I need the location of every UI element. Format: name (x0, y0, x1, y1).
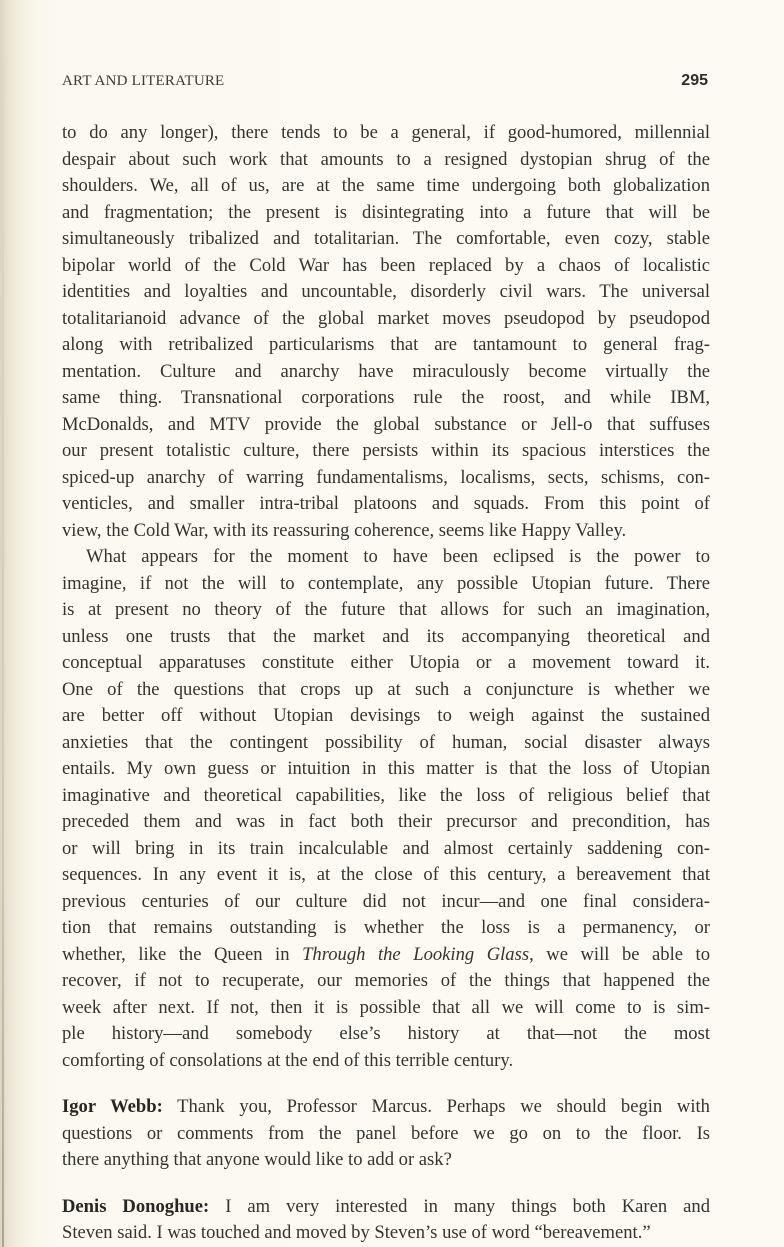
speaker-name: Denis Donoghue: (62, 1195, 210, 1217)
text-line: bipolar world of the Cold War has been replaced by a chaos of localistic (62, 254, 710, 276)
text-line: shoulders. We, all of us, are at the same time undergoing both globalization (62, 175, 710, 196)
text-line: McDonalds, and MTV provide the global substance or Jell-o that suffuses (62, 413, 710, 435)
text-line (62, 1194, 710, 1221)
speaker-name: Igor Webb: (62, 1096, 163, 1117)
running-title: ART AND LITERATURE (62, 73, 225, 89)
text-line: anxieties that the contingent possibility of human, social disaster always (62, 731, 710, 753)
text-line: totalitarianoid advance of the global market moves pseudopod by pseudopod (62, 307, 710, 329)
text-line: despair about such work that amounts to a resigned dystopian shrug of the (62, 148, 710, 170)
text-line: What appears for the moment to have been eclipsed is the power to (86, 546, 710, 567)
text-line: imagine, if not the will to contemplate, any possible Utopian future. There (62, 572, 710, 594)
text-line: mentation. Culture and anarchy have miraculously become virtually the (62, 360, 710, 382)
text-fragment: Thank you, Professor Marcus. Perhaps we should begin with (162, 1096, 710, 1117)
text-line: imaginative and theoretical capabilities, like the loss of religious belief that (62, 784, 710, 806)
text-line: simultaneously tribalized and totalitarian. The comfortable, even cozy, stable (62, 228, 710, 249)
text-line: spiced-up anarchy of warring fundamentalisms, localisms, sects, schisms, con- (62, 466, 710, 488)
text-line: is at present no theory of the future that allows for such an imagination, (62, 599, 710, 620)
text-line: our present totalistic culture, there persists within its spacious interstices the (62, 440, 710, 461)
text-line: or will bring in its train incalculable and almost certainly saddening con- (62, 837, 710, 859)
text-line: view, the Cold War, with its reassuring coherence, seems like Happy Valley. (62, 519, 627, 541)
text-line: conceptual apparatuses constitute either Utopia or a movement toward it. (62, 652, 710, 673)
text-line: sequences. In any event it is, at the close of this century, a bereavement that (62, 864, 710, 885)
text-line: week after next. If not, then it is possible that all we will come to is sim- (62, 996, 710, 1018)
text-line: there anything that anyone would like to add or ask? (62, 1149, 452, 1170)
text-line: and fragmentation; the present is disintegrating into a future that will be (62, 201, 710, 223)
text-line: One of the questions that crops up at such a conjuncture is whether we (62, 678, 710, 700)
text-line: Steven said. I was touched and moved by Steven’s use of word “bereavement.” (62, 1222, 651, 1243)
text-line: comforting of consolations at the end of this terrible century. (62, 1049, 514, 1071)
text-line: along with retribalized particularisms that are tantamount to general frag- (62, 334, 710, 355)
paragraph-1 (62, 120, 710, 544)
text-line: unless one trusts that the market and its accompanying theoretical and (62, 625, 710, 647)
text-line: to do any longer), there tends to be a general, if good-humored, millennial (62, 122, 710, 143)
text-line (62, 1094, 710, 1121)
page-number: 295 (681, 72, 708, 89)
text-fragment: I am very interested in many things both Karen and (209, 1195, 711, 1217)
text-line: ple history—and somebody else’s history at that—not the most (62, 1023, 710, 1044)
text-line: entails. My own guess or intuition in this matter is that the loss of Utopian (62, 758, 710, 779)
paragraph-2 (62, 544, 710, 1074)
text-line: previous centuries of our culture did not incur—and one final considera- (62, 890, 710, 912)
text-line: preceded them and was in fact both their precursor and precondition, has (62, 811, 710, 832)
text-fragment: , we will be able to (529, 943, 710, 965)
text-line: tion that remains outstanding is whether the loss is a permanency, or (62, 917, 710, 938)
dialogue-denis-donoghue (62, 1194, 710, 1247)
text-line: venticles, and smaller intra-tribal platoons and squads. From this point of (62, 493, 710, 514)
dialogue-igor-webb (62, 1094, 710, 1174)
text-line-with-book-title (62, 942, 710, 969)
text-line: are better off without Utopian devisings to weigh against the sustained (62, 705, 710, 726)
book-title: Through the Looking Glass (302, 943, 530, 965)
text-line: same thing. Transnational corporations rule the roost, and while IBM, (62, 387, 710, 408)
book-gutter-shadow (2, 0, 4, 1247)
body-text (62, 120, 710, 1247)
text-fragment: whether, like the Queen in (62, 943, 303, 965)
running-header (62, 73, 710, 95)
text-line: recover, if not to recuperate, our memories of the things that happened the (62, 970, 710, 991)
text-line: questions or comments from the panel before we go on to the floor. Is (62, 1122, 710, 1144)
text-line: identities and loyalties and uncountable, disorderly civil wars. The universal (62, 281, 710, 302)
